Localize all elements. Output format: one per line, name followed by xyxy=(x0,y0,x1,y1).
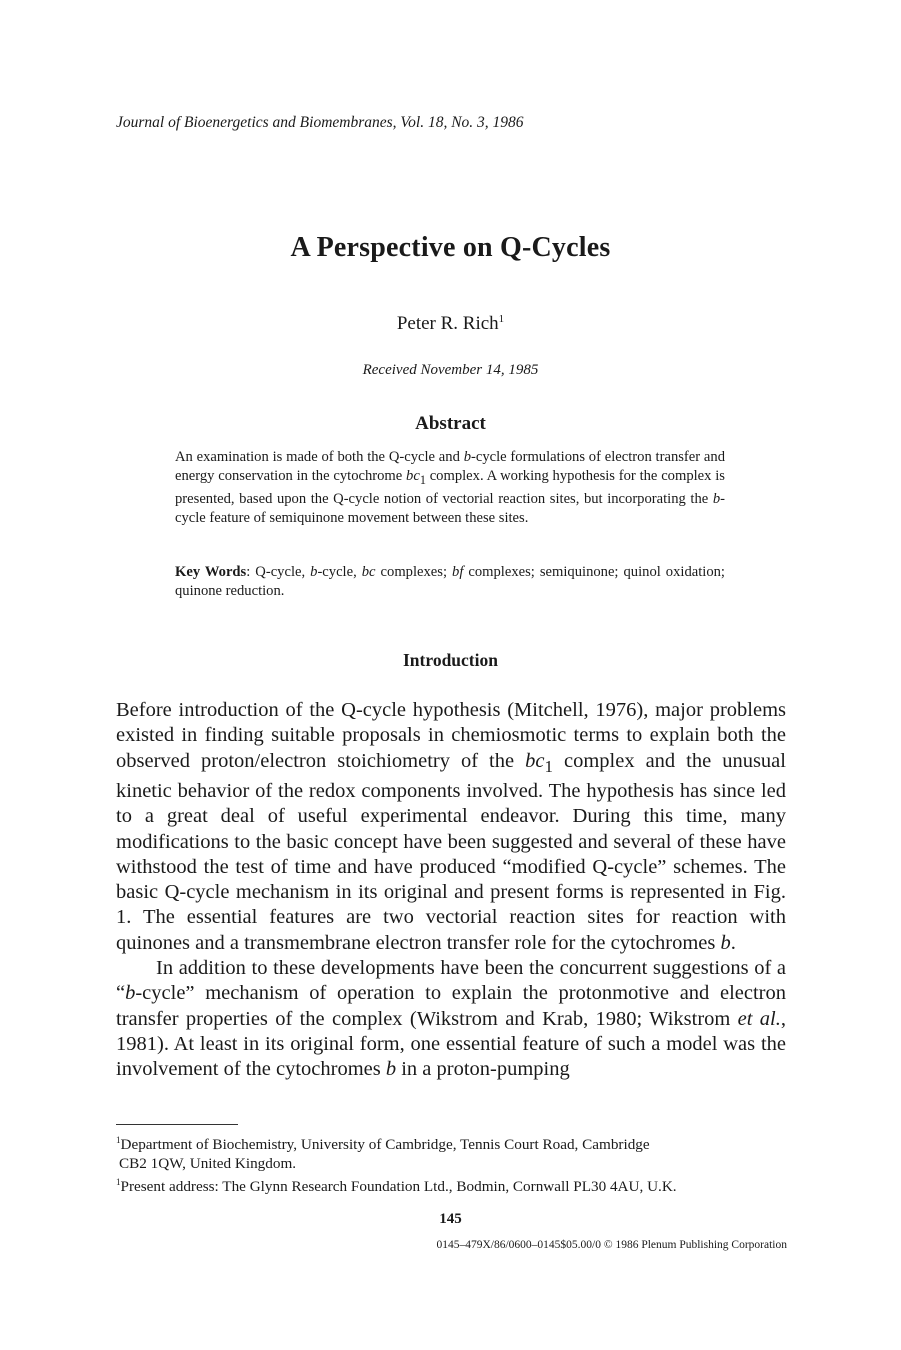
footnote-1-continued: CB2 1QW, United Kingdom. xyxy=(119,1154,297,1172)
footnotes xyxy=(116,1131,788,1197)
copyright-line: 0145–479X/86/0600–0145$05.00/0 © 1986 Plenum Publishing Corporation xyxy=(436,1239,787,1251)
abstract-text: An examination is made of both the Q-cycle and b-cycle formulations of electron transfer and energy conservation in the cytochrome $bc_1$ complex. A working hypothesis for the complex is presented, based upon the Q-cycle notion of vectorial reaction sites, but incorporating the b-cycle feature of semiquinone movement between these sites. xyxy=(175,449,725,526)
footnote-2: $^1$Present address: The Glynn Research Foundation Ltd., Bodmin, Cornwall PL30 4AU, U.K. xyxy=(116,1177,677,1195)
abstract-heading: Abstract xyxy=(415,413,486,434)
key-words: Key Words: Q-cycle, b-cycle, bc complexes; bf complexes; semiquinone; quinol oxidation; quinone reduction. xyxy=(175,564,725,599)
journal-citation: Journal of Bioenergetics and Biomembranes, Vol. 18, No. 3, 1986 xyxy=(116,114,524,131)
author-name: Peter R. Rich xyxy=(396,313,499,334)
received-date: Received November 14, 1985 xyxy=(362,362,539,378)
paragraph-2: In addition to these developments have been the concurrent suggestions of a “b-cycle” mechanism of operation to explain the protonmotive and electron transfer properties of the complex (Wikstrom and Krab, 1980; Wikstrom et al., 1981). At least in its original form, one essential feature of such a model was the involvement of the cytochromes b in a proton-pumping xyxy=(116,957,786,1081)
page-number: 145 xyxy=(439,1211,462,1227)
body-text xyxy=(116,698,786,1083)
introduction-heading: Introduction xyxy=(403,650,498,670)
paragraph-1: Before introduction of the Q-cycle hypothesis (Mitchell, 1976), major problems existed in finding suitable proposals in chemiosmotic terms to explain both the observed proton/electron stoichiometry of the $bc_1$ complex and the unusual kinetic behavior of the redox components involved. The hypothesis has since led to a great deal of useful experimental endeavor. During this time, many modifications to the basic concept have been suggested and several of these have withstood the test of time and have produced “modified Q-cycle” schemes. The basic Q-cycle mechanism in its original and present forms is represented in Fig. 1. The essential features are two vectorial reaction sites for reaction with quinones and a transmembrane electron transfer role for the cytochromes b. xyxy=(116,699,786,954)
footnote-divider xyxy=(116,1124,238,1125)
author-footnote-mark: 1 xyxy=(498,313,505,325)
author xyxy=(0,313,901,335)
footnote-1: $^1$Department of Biochemistry, University of Cambridge, Tennis Court Road, Cambridge xyxy=(116,1135,650,1153)
key-words-label: Key Words xyxy=(175,564,247,580)
paper-title: A Perspective on Q-Cycles xyxy=(290,232,611,263)
